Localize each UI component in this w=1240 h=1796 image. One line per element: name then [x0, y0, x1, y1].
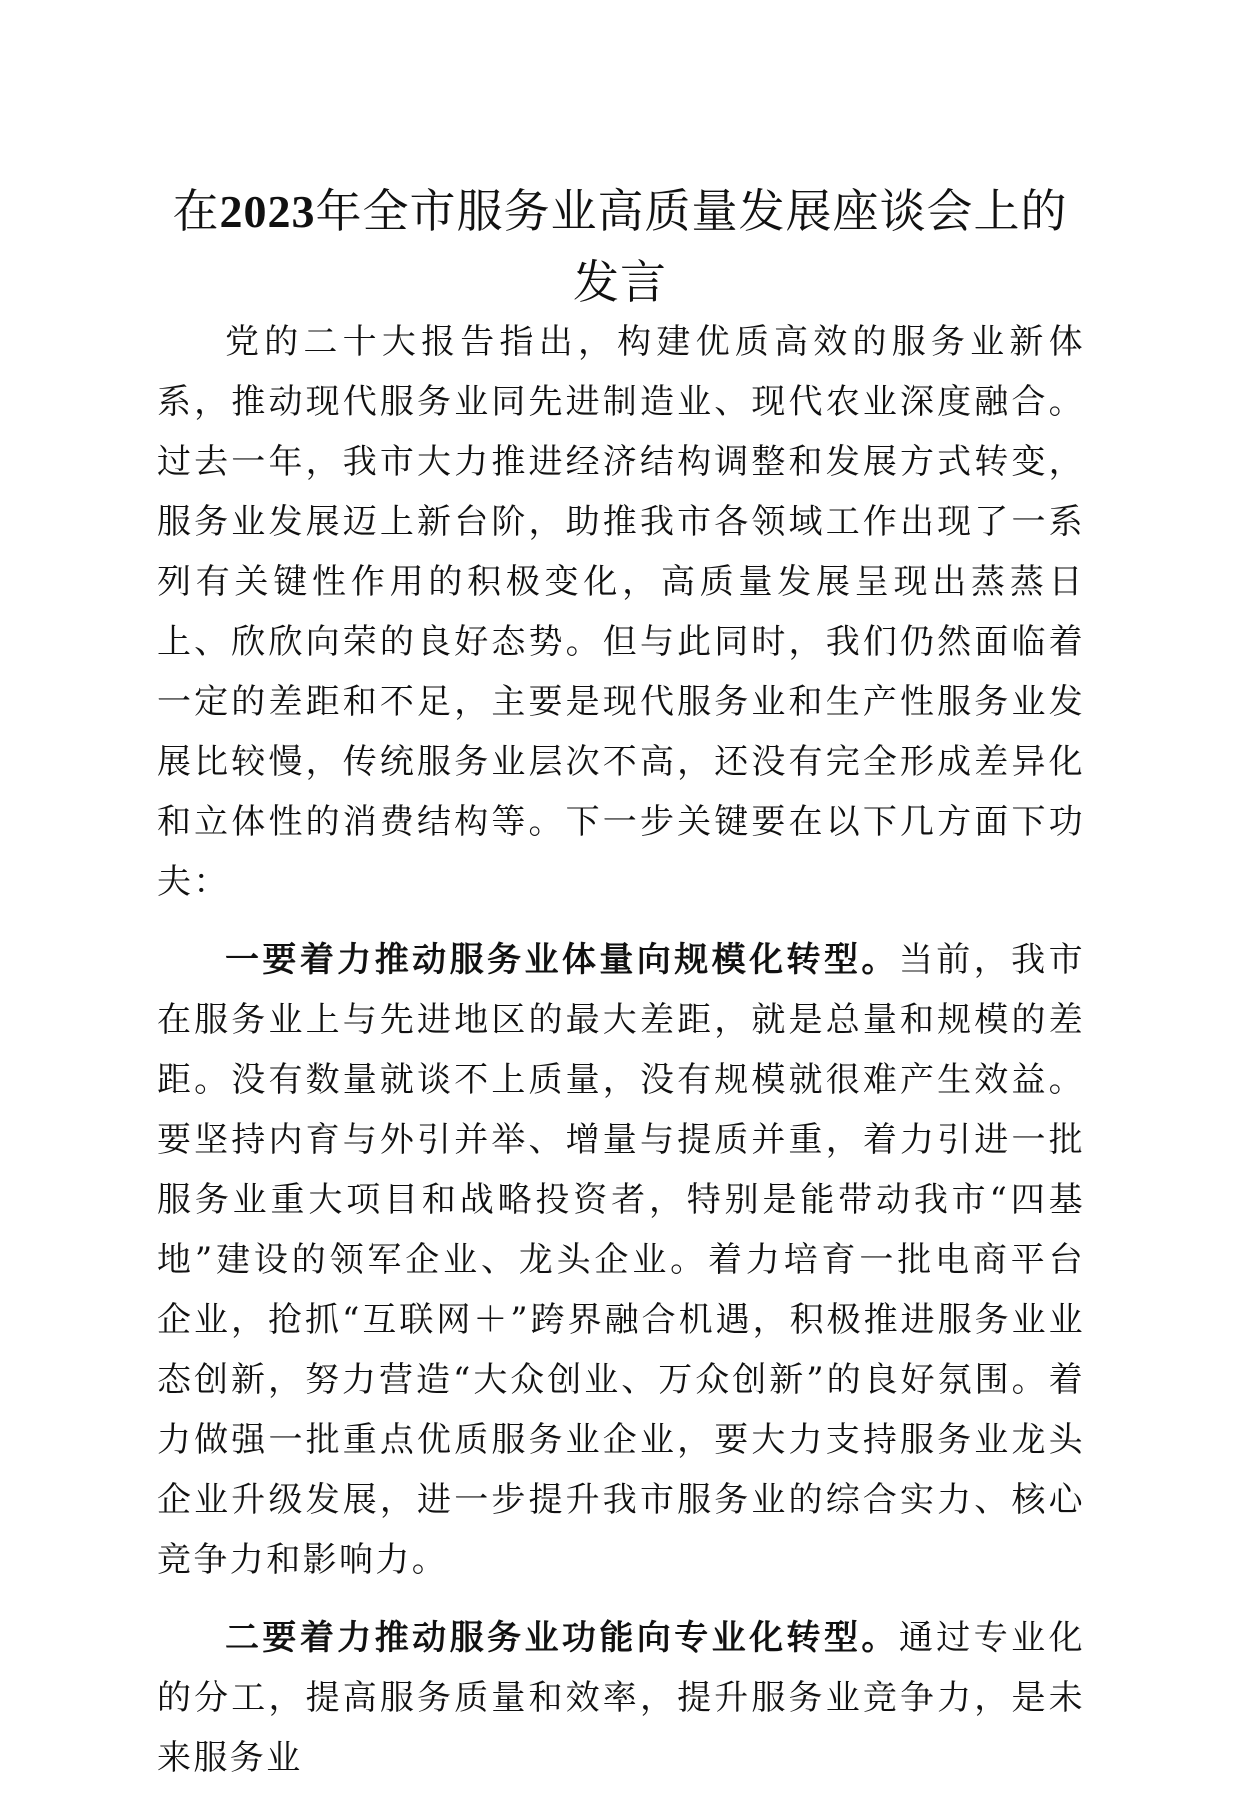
document-body — [157, 312, 1085, 1796]
title-rest: 年全市服务业高质量发展座谈会上的发言 — [315, 184, 1068, 309]
paragraph-point-1 — [157, 930, 1085, 1590]
paragraph-intro-text: 党的二十大报告指出，构建优质高效的服务业新体系，推动现代服务业同先进制造业、现代农业深度融合。过去一年，我市大力推进经济结构调整和发展方式转变，服务业发展迈上新台阶，助推我市各领域工作出现了一系列有关键性作用的积极变化，高质量发展呈现出蒸蒸日上、欣欣向荣的良好态势。但与此同时，我们仍然面临着一定的差距和不足，主要是现代服务业和生产性服务业发展比较慢，传统服务业层次不高，还没有完全形成差异化和立体性的消费结构等。下一步关键要在以下几方面下功夫： — [157, 322, 1085, 902]
paragraph-intro — [157, 312, 1085, 912]
paragraph-point-2-text: 通过专业化的分工，提高服务质量和效率，提升服务业竞争力，是未来服务业 — [157, 1618, 1086, 1778]
paragraph-point-1-text: 当前，我市在服务业上与先进地区的最大差距，就是总量和规模的差距。没有数量就谈不上质量，没有规模就很难产生效益。要坚持内育与外引并举、增量与提质并重，着力引进一批服务业重大项目和战略投资者，特别是能带动我市“四基地”建设的领军企业、龙头企业。着力培育一批电商平台企业，抢抓“互联网＋”跨界融合机遇，积极推进服务业业态创新，努力营造“大众创业、万众创新”的良好氛围。着力做强一批重点优质服务业企业，要大力支持服务业龙头企业升级发展，进一步提升我市服务业的综合实力、核心竞争力和影响力。 — [157, 940, 1086, 1580]
title-year: 2023 — [219, 186, 316, 237]
document-title — [150, 176, 1090, 317]
title-prefix: 在 — [172, 184, 220, 238]
paragraph-point-1-heading: 一要着力推动服务业体量向规模化转型。 — [225, 940, 899, 980]
paragraph-point-2-heading: 二要着力推动服务业功能向专业化转型。 — [225, 1618, 899, 1658]
paragraph-point-2 — [157, 1608, 1085, 1788]
